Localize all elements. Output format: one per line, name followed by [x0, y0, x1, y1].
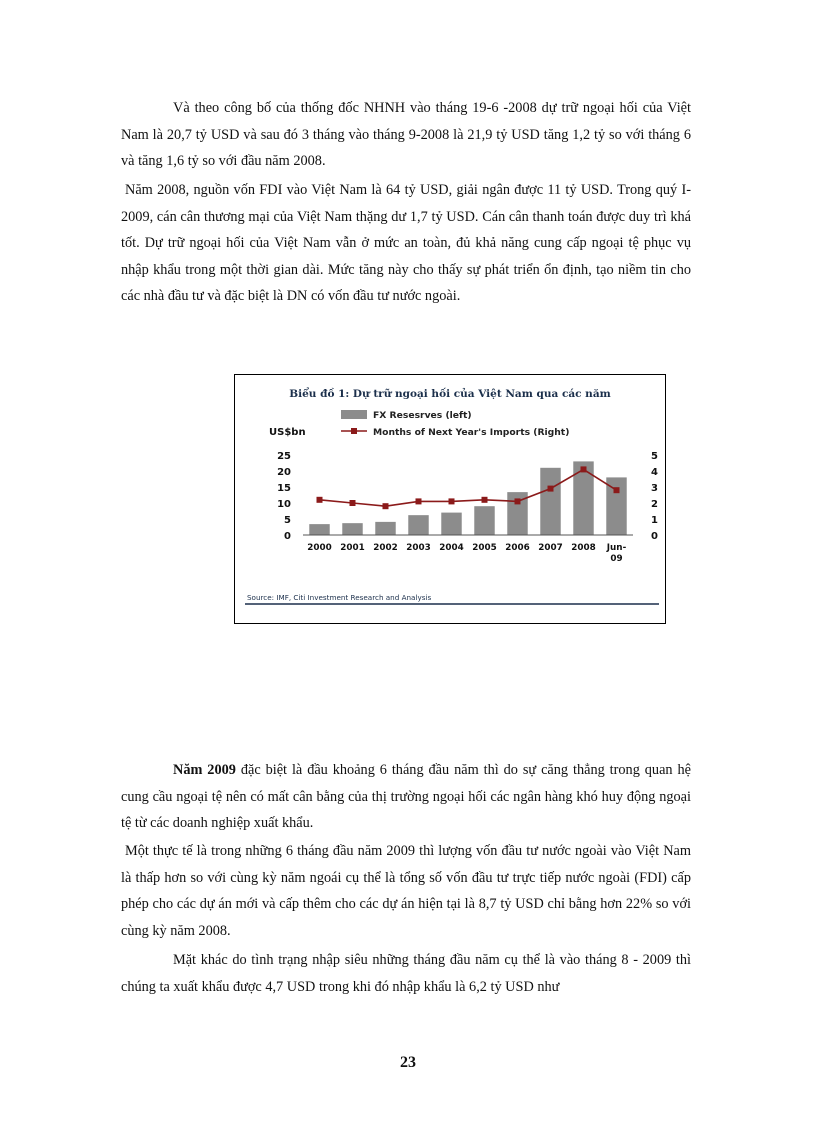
- point-months-imports: [614, 487, 620, 493]
- y-axis-label: US$bn: [269, 427, 306, 438]
- paragraph-trade-deficit: Mặt khác do tình trạng nhập siêu những tháng đầu năm cụ thể là vào tháng 8 - 2009 thì chúng ta xuất khẩu được 4,7 USD trong khi đó nhập khẩu là 6,2 tỷ USD như: [121, 952, 691, 995]
- y-right-tick-label: 0: [651, 531, 658, 542]
- bar-fx-reserves: [441, 513, 461, 535]
- bar-fx-reserves: [573, 461, 593, 535]
- legend-line-label: Months of Next Year's Imports (Right): [373, 427, 570, 438]
- point-months-imports: [350, 500, 356, 506]
- x-tick-label: 2002: [373, 543, 398, 553]
- legend-line-marker: [351, 428, 357, 434]
- y-right-tick-label: 1: [651, 515, 658, 526]
- x-tick-label: 2007: [538, 543, 563, 553]
- y-left-tick-label: 20: [277, 467, 291, 478]
- paragraph-2009-fx-tension: [121, 757, 691, 837]
- paragraph-fx-reserves-2008: Và theo công bố của thống đốc NHNH vào tháng 19-6 -2008 dự trữ ngoại hối của Việt Nam là 20,7 tỷ USD và sau đó 3 tháng vào tháng 9-2008 là 21,9 tỷ USD tăng 1,2 tỷ so với tháng 6 và tăng 1,6 tỷ so với đầu năm 2008.: [121, 100, 691, 169]
- x-tick-label: Jun-: [606, 543, 627, 553]
- chart-source: Source: IMF, Citi Investment Research and Analysis: [247, 593, 432, 602]
- paragraph-lead-year: Năm 2009: [173, 762, 236, 778]
- point-months-imports: [317, 497, 323, 503]
- page-number: 23: [400, 1054, 416, 1071]
- legend-bar-swatch: [341, 410, 367, 419]
- y-left-tick-label: 0: [284, 531, 291, 542]
- x-tick-label: 2008: [571, 543, 596, 553]
- point-months-imports: [548, 486, 554, 492]
- legend-bar-label: FX Resesrves (left): [373, 410, 472, 421]
- x-tick-label: 2004: [439, 543, 464, 553]
- x-tick-label: 2003: [406, 543, 431, 553]
- point-months-imports: [416, 498, 422, 504]
- x-tick-label: 2005: [472, 543, 497, 553]
- y-right-tick-label: 5: [651, 451, 658, 462]
- chart-fx-reserves: [234, 374, 666, 624]
- bar-fx-reserves: [309, 524, 329, 535]
- bar-fx-reserves: [408, 515, 428, 535]
- point-months-imports: [515, 498, 521, 504]
- line-months-imports: [320, 469, 617, 506]
- point-months-imports: [383, 503, 389, 509]
- chart-canvas: [235, 375, 665, 623]
- chart-title: Biểu đồ 1: Dự trữ ngoại hối của Việt Nam qua các năm: [289, 388, 611, 400]
- y-left-tick-label: 15: [277, 483, 291, 494]
- x-tick-label: 2000: [307, 543, 332, 553]
- point-months-imports: [449, 498, 455, 504]
- y-left-tick-label: 5: [284, 515, 291, 526]
- y-right-tick-label: 4: [651, 467, 658, 478]
- bar-fx-reserves: [342, 523, 362, 535]
- point-months-imports: [581, 466, 587, 472]
- bar-fx-reserves: [474, 506, 494, 535]
- y-left-tick-label: 25: [277, 451, 291, 462]
- x-tick-label: 2006: [505, 543, 530, 553]
- x-tick-label: 2001: [340, 543, 365, 553]
- x-tick-label: 09: [610, 554, 623, 564]
- paragraph-fdi-2009: Một thực tế là trong những 6 tháng đầu năm 2009 thì lượng vốn đầu tư nước ngoài vào Việt Nam là thấp hơn so với cùng kỳ năm ngoái cụ thể là tổng số vốn đầu tư trực tiếp nước ngoài (FDI) cấp phép cho các dự án mới và cấp thêm cho các dự án hiện tại là 8,7 tỷ USD chỉ bằng hơn 22% so với cùng kỳ năm 2008.: [121, 843, 691, 939]
- bar-fx-reserves: [540, 468, 560, 535]
- paragraph-text: đặc biệt là đầu khoảng 6 tháng đầu năm thì do sự căng thẳng trong quan hệ cung cầu ngoại tệ nên có mất cân bằng của thị trường ngoại hối các ngân hàng khó huy động ngoại tệ từ các doanh nghiệp xuất khẩu.: [121, 762, 691, 831]
- bar-fx-reserves: [375, 522, 395, 535]
- y-right-tick-label: 2: [651, 499, 658, 510]
- paragraph-fdi-2008: Năm 2008, nguồn vốn FDI vào Việt Nam là 64 tỷ USD, giải ngân được 11 tỷ USD. Trong quý I-2009, cán cân thương mại của Việt Nam thặng dư 1,7 tỷ USD. Cán cân thanh toán được duy trì khá tốt. Dự trữ ngoại hối của Việt Nam vẫn ở mức an toàn, đủ khả năng cung cấp ngoại tệ phục vụ nhập khẩu trong một thời gian dài. Mức tăng này cho thấy sự phát triển ổn định, tạo niềm tin cho các nhà đầu tư và đặc biệt là DN có vốn đầu tư nước ngoài.: [121, 182, 691, 304]
- point-months-imports: [482, 497, 488, 503]
- y-right-tick-label: 3: [651, 483, 658, 494]
- y-left-tick-label: 10: [277, 499, 291, 510]
